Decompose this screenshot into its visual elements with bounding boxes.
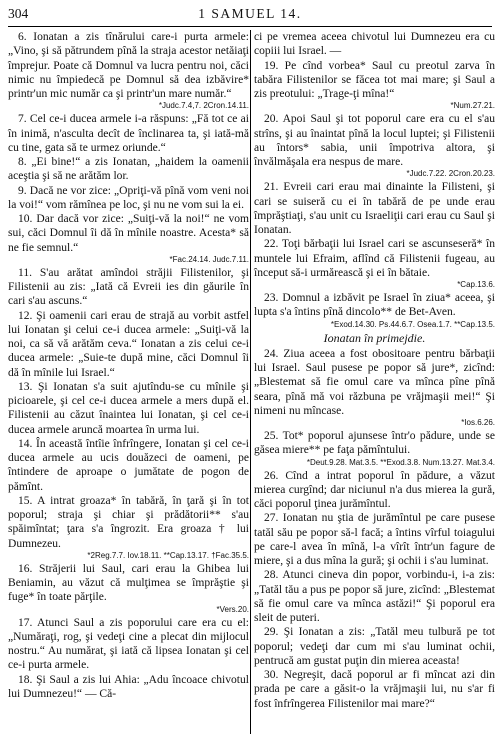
cross-reference: *Ios.6.26. bbox=[461, 418, 495, 427]
left-column bbox=[8, 30, 249, 701]
verse-paragraph: 28. Atunci cineva din popor, vorbindu-i, i-a zis: „Tatăl tău a pus pe popor să jure, zicînd: „Blestemat să fie omul care va mînca astăzi!“ Şi poporul era sleit de puteri. bbox=[254, 569, 495, 624]
verse-paragraph: 18. Şi Saul a zis lui Ahia: „Adu încoace chivotul lui Dumnezeu!“ — Că- bbox=[8, 673, 249, 700]
verse-paragraph: 29. Şi Ionatan a zis: „Tatăl meu tulbură pe tot poporul; vedeţi dar cum mi s'au luminat ochii, pentrucă am gustat puţin din mierea aceasta! bbox=[254, 626, 495, 667]
cross-reference: *Num.27.21. bbox=[450, 101, 495, 111]
running-title: 1 SAMUEL 14. bbox=[198, 6, 302, 21]
verse-paragraph: 9. Dacă ne vor zice: „Opriţi-vă pînă vom veni noi la voi!“ vom rămînea pe loc, şi nu ne vom sui la ei. bbox=[8, 184, 249, 211]
verse-paragraph: 21. Evreii cari erau mai dinainte la Filisteni, şi cari se suiseră cu ei în tabără de pe unde erau împrăştiaţi, s'au unit cu Israeliţii cari erau cu Saul şi Ionatan. bbox=[254, 181, 495, 236]
right-column bbox=[254, 30, 495, 711]
verse-paragraph: 11. S'au arătat amîndoi străjii Filistenilor, şi Filistenii au zis: „Iată că Evreii ies din găurile în cari s'au ascuns.“ bbox=[8, 266, 249, 308]
section-heading: Ionatan în primejdie. bbox=[323, 330, 426, 345]
verse-paragraph: 17. Atunci Saul a zis poporului care era cu el: „Număraţi, rog, şi vedeţi cine a plecat din mijlocul nostru.“ Au numărat, şi iată că lipsea Ionatan şi cel ce-i purta armele. bbox=[8, 616, 249, 672]
cross-reference: *Judc.7.22. 2Cron.20.23. bbox=[406, 169, 495, 179]
cross-reference: *2Reg.7.7. Iov.18.11. **Cap.13.17. †Fac.35.5. bbox=[87, 550, 249, 560]
verse-paragraph: 16. Străjerii lui Saul, cari erau la Ghibea lui Beniamin, au văzut că mulţimea se împrăştie şi fuge* în toate părţile. bbox=[8, 562, 249, 604]
verse-paragraph: 19. Pe cînd vorbea* Saul cu preotul zarva în tabăra Filistenilor se făcea tot mai mare; şi Saul a zis preotului: „Trage-ţi mîna!“ bbox=[254, 59, 495, 100]
verse-paragraph: 24. Ziua aceea a fost obositoare pentru bărbaţii lui Israel. Saul pusese pe popor să jure*, zicînd: „Blestemat să fie omul care va mînca pîne pînă seara, pînă mă voi răzbuna pe vrăjmaşii mei!“ Şi nimeni nu mîncase. bbox=[254, 347, 495, 417]
page-header bbox=[8, 4, 492, 27]
verse-paragraph: 30. Negreşit, dacă poporul ar fi mîncat azi din prada pe care a găsit-o la vrăjmaşii lui, nu s'ar fi fost înfrîngerea Filistenilor mai mare?“ bbox=[254, 669, 495, 710]
verse-paragraph: 23. Domnul a izbăvit pe Israel în ziua* aceea, şi lupta s'a întins pînă dincolo** de Bet-Aven. bbox=[254, 292, 495, 319]
verse-paragraph: 25. Tot* poporul ajunsese într'o pădure, unde se găsea miere** pe faţa pămîntului. bbox=[254, 430, 495, 457]
column-divider bbox=[250, 30, 251, 734]
verse-paragraph: 8. „Ei bine!“ a zis Ionatan, „haidem la oamenii aceştia şi să ne arătăm lor. bbox=[8, 156, 249, 183]
verse-paragraph: 10. Dar dacă vor zice: „Suiţi-vă la noi!“ ne vom sui, căci Domnul îi dă în mînile noastre. Acesta* să ne fie semnul.“ bbox=[8, 213, 249, 254]
verse-paragraph: 15. A intrat groaza* în tabără, în ţară şi în tot poporul; straja şi chiar şi prădătorii** s'au spăimîntat; ţara s'a îngrozit. Era groaza † lui Dumnezeu. bbox=[8, 494, 249, 550]
cross-reference: *Fac.24.14. Judc.7.11. bbox=[169, 254, 249, 264]
verse-paragraph: 26. Cînd a intrat poporul în pădure, a văzut mierea curgînd; dar niciunul n'a dus mierea la gură, căci poporul ţinea jurămîntul. bbox=[254, 469, 495, 510]
verse-paragraph: 14. În această întîie înfrîngere, Ionatan şi cel ce-i ducea armele au ucis douăzeci de oameni, pe întindere de aproape o jumătate de pogon de pămînt. bbox=[8, 437, 249, 493]
page-number: 304 bbox=[8, 6, 29, 21]
verse-paragraph: 20. Apoi Saul şi tot poporul care era cu el s'au strîns, şi au înaintat pînă la locul luptei; şi Filistenii au întors* sabia, unii împotriva altora, şi învălmăşala era nespus de mare. bbox=[254, 113, 495, 168]
verse-paragraph: 12. Şi oamenii cari erau de strajă au vorbit astfel lui Ionatan şi celui ce-i ducea armele: „Suiţi-vă la noi, ca să vă arătăm ceva.“ Ionatan a zis celui ce-i ducea armele: „Suie-te după mine, căci Domnul îi dă în mînile lui Israel.“ bbox=[8, 309, 249, 379]
verse-paragraph: 7. Cel ce-i ducea armele i-a răspuns: „Fă tot ce ai în inimă, n'asculta decît de înclinarea ta, şi iată-mă cu tine, gata să te urmez oriunde.“ bbox=[8, 113, 249, 154]
cross-reference: *Judc.7.4,7. 2Cron.14.11. bbox=[158, 101, 249, 111]
cross-reference: *Vers.20. bbox=[216, 604, 249, 614]
verse-paragraph: 13. Şi Ionatan s'a suit ajutîndu-se cu mînile şi picioarele, şi cel ce-i ducea armele a mers după el. Filistenii au căzut înaintea lui Ionatan, şi cel ce-i ducea armele aruncă moartea în urma lui. bbox=[8, 380, 249, 436]
cross-reference: *Exod.14.30. Ps.44.6.7. Osea.1.7. **Cap.13.5. bbox=[330, 319, 495, 329]
cross-reference: *Cap.13.6. bbox=[457, 280, 495, 289]
verse-paragraph: 6. Ionatan a zis tînărului care-i purta armele: „Vino, şi să pătrundem pînă la straja acestor netăiaţi împrejur. Poate că Domnul va lucra pentru noi, căci nimic nu împiedecă pe Domnul să dea izbăvire* printr'un mic număr ca şi printr'un mare număr.“ bbox=[8, 31, 249, 100]
verse-continuation: ci pe vremea aceea chivotul lui Dumnezeu era cu copiii lui Israel. — bbox=[254, 31, 495, 58]
verse-paragraph: 22. Toţi bărbaţii lui Israel cari se ascunseseră* în muntele lui Efraim, aflînd că Filistenii fugeau, au început să-i urmărească şi ei în bătaie. bbox=[254, 238, 495, 279]
verse-paragraph: 27. Ionatan nu ştia de jurămîntul pe care pusese tatăl său pe popor să-l facă; a întins vîrful toiagului pe care-l avea în mînă, l-a vîrît într'un fagure de miere, şi a dus mîna la gură; şi ochii i s'au luminat. bbox=[254, 512, 495, 567]
cross-reference: *Deut.9.28. Mat.3.5. **Exod.3.8. Num.13.27. Mat.3.4. bbox=[306, 457, 495, 467]
